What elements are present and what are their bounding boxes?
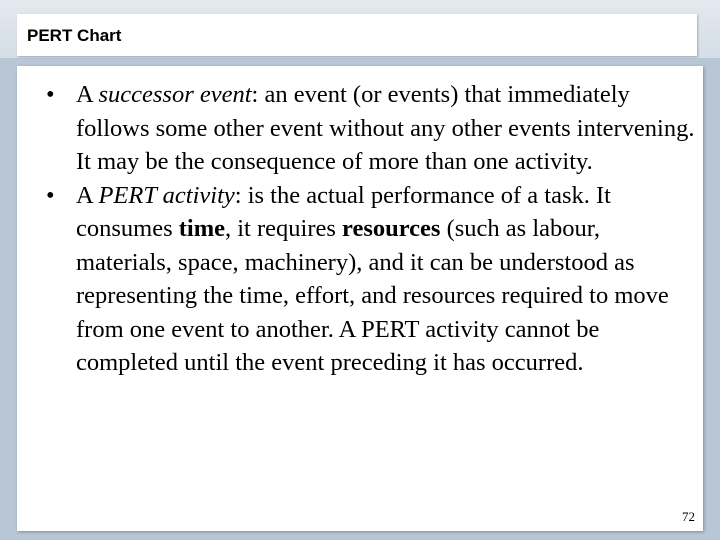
keyword-resources: resources [342, 215, 441, 242]
bullet-text-2: , it requires [225, 215, 343, 242]
bullet-lead: A [76, 81, 99, 108]
bullet-marker: • [46, 181, 55, 209]
bullet-item-pert-activity [42, 179, 697, 380]
keyword-time: time [178, 215, 225, 242]
term-successor-event: successor event [98, 81, 252, 108]
bullet-list [42, 78, 697, 380]
bullet-text: : an event (or events) that immediately follows some other event without any other events intervening. It may be the consequence of more than one activity. [76, 81, 695, 175]
page-number: 72 [682, 509, 695, 524]
term-pert-activity: PERT activity [98, 181, 235, 209]
bullet-lead: A [76, 181, 99, 209]
bullet-text-3: (such as labour, materials, space, machinery), and it can be understood as representing the time, effort, and resources required to move from one event to another. A PERT activity cannot be completed until the event preceding it has occurred. [76, 215, 669, 376]
bullet-item-successor-event [42, 78, 697, 179]
header-bar [0, 0, 720, 58]
content-area [17, 66, 703, 531]
bullet-text-1: : is the actual performance of a task. It consumes [76, 181, 611, 242]
slide-title: PERT Chart [27, 26, 122, 45]
title-box [17, 14, 697, 56]
bullet-marker: • [46, 81, 55, 108]
